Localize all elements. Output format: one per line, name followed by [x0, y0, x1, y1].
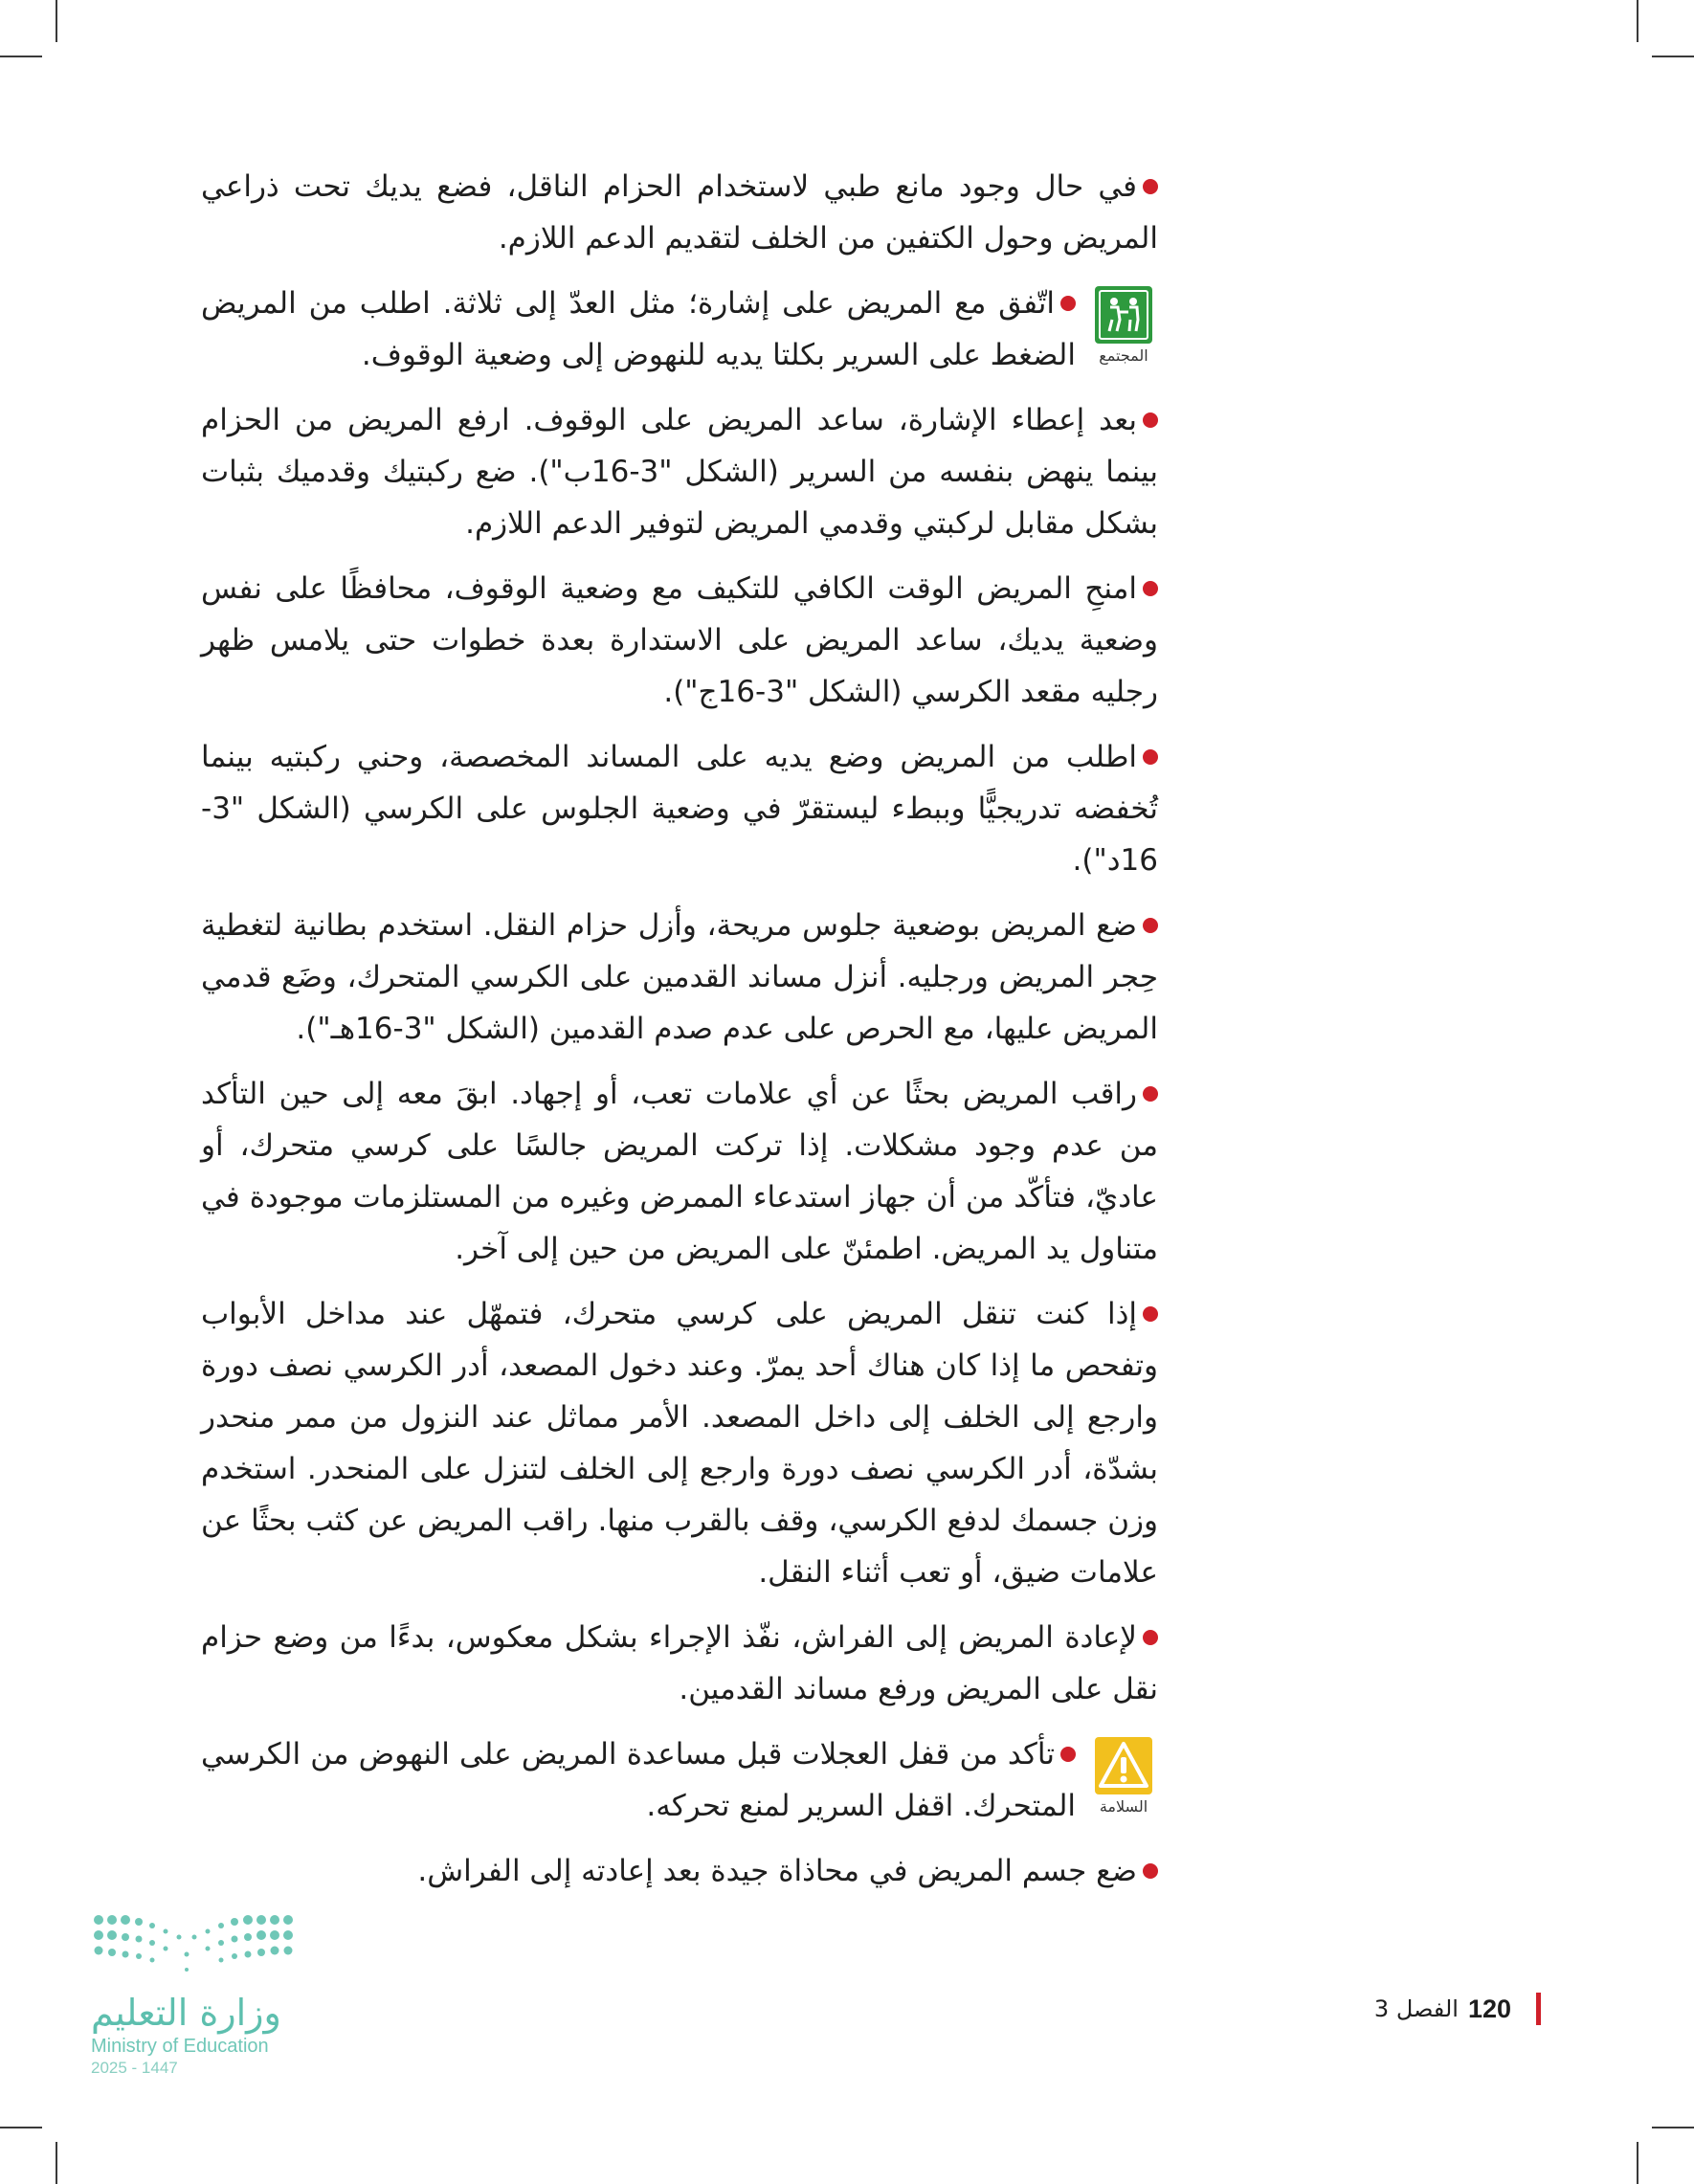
bullet-icon — [1060, 1747, 1076, 1762]
item-text: بعد إعطاء الإشارة، ساعد المريض على الوقوف. ارفع المريض من الحزام بينما ينهض بنفسه من السرير (الشكل "3-16ب"). ضع ركبتيك وقدميك بثبات بشكل مقابل لركبتي وقدمي المريض لتوفير الدعم اللازم. — [201, 403, 1158, 541]
crop-mark — [1637, 0, 1638, 42]
crop-mark — [1652, 56, 1694, 57]
community-icon — [1094, 285, 1153, 345]
safety-badge — [1089, 1736, 1158, 1818]
ministry-logo — [91, 1912, 321, 2079]
list-item — [201, 161, 1158, 264]
item-text: امنحِ المريض الوقت الكافي للتكيف مع وضعية الوقوف، محافظًا على نفس وضعية يديك، ساعد المريض على الاستدارة بعدة خطوات حتى يلامس ظهر رجليه مقعد الكرسي (الشكل "3-16ج"). — [201, 571, 1158, 709]
crop-mark — [0, 2127, 42, 2128]
crop-mark — [56, 0, 57, 42]
item-text: راقب المريض بحثًا عن أي علامات تعب، أو إجهاد. ابقَ معه إلى حين التأكد من عدم وجود مشكلات. إذا تركت المريض جالسًا على كرسي متحرك، أو عاديّ، فتأكّد من أن جهاز استدعاء الممرض وغيره من المستلزمات موجودة في متناول يد المريض. اطمئنّ على المريض من حين إلى آخر. — [201, 1077, 1158, 1266]
ministry-name-english: Ministry of Education — [91, 2036, 269, 2057]
footer-divider — [1536, 1993, 1541, 2025]
bullet-icon — [1143, 1863, 1158, 1879]
list-item — [201, 394, 1158, 549]
crop-mark — [56, 2142, 57, 2184]
bullet-icon — [1143, 749, 1158, 765]
academic-year: 2025 - 1447 — [91, 2059, 178, 2077]
procedure-steps — [201, 161, 1158, 1910]
list-item — [201, 1845, 1158, 1897]
list-item — [201, 563, 1158, 718]
item-text: ضع جسم المريض في محاذاة جيدة بعد إعادته إلى الفراش. — [417, 1854, 1137, 1888]
list-item — [201, 1288, 1158, 1598]
page-footer — [1311, 1985, 1541, 2033]
bullet-icon — [1143, 1086, 1158, 1102]
ministry-dots-icon — [91, 1912, 301, 1979]
bullet-icon — [1143, 1306, 1158, 1322]
list-item — [201, 1728, 1158, 1832]
list-item — [201, 1068, 1158, 1275]
item-text: اطلب من المريض وضع يديه على المساند المخصصة، وحني ركبتيه بينما تُخفضه تدريجيًّا وببطء ليستقرّ في وضعية الجلوس على الكرسي (الشكل "3-16د"). — [201, 740, 1158, 878]
warning-icon — [1094, 1736, 1153, 1795]
item-text: إذا كنت تنقل المريض على كرسي متحرك، فتمهّل عند مداخل الأبواب وتفحص ما إذا كان هناك أحد يمرّ. وعند دخول المصعد، أدر الكرسي نصف دورة وارجع إلى الخلف إلى داخل المصعد. الأمر مماثل عند النزول من ممر منحدر بشدّة، أدر الكرسي نصف دورة وارجع إلى الخلف لتنزل على المنحدر. استخدم وزن جسمك لدفع الكرسي، وقف بالقرب منها. راقب المريض عن كثب بحثًا عن علامات ضيق، أو تعب أثناء النقل. — [201, 1297, 1158, 1590]
list-item — [201, 278, 1158, 381]
bullet-icon — [1143, 1630, 1158, 1645]
list-item — [201, 1612, 1158, 1715]
ministry-name-arabic: وزارة التعليم — [91, 1992, 281, 2034]
badge-label: السلامة — [1099, 1797, 1148, 1816]
badge-label: المجتمع — [1099, 346, 1148, 365]
item-text: اتّفق مع المريض على إشارة؛ مثل العدّ إلى ثلاثة. اطلب من المريض الضغط على السرير بكلتا يديه للنهوض إلى وضعية الوقوف. — [201, 286, 1076, 372]
bullet-icon — [1143, 412, 1158, 428]
chapter-label: الفصل 3 — [1373, 1995, 1459, 2022]
item-text: ضع المريض بوضعية جلوس مريحة، وأزل حزام النقل. استخدم بطانية لتغطية حِجر المريض ورجليه. أنزل مساند القدمين على الكرسي المتحرك، وضَع قدمي المريض عليها، مع الحرص على عدم صدم القدمين (الشكل "3-16هـ"). — [201, 908, 1158, 1046]
bullet-icon — [1143, 918, 1158, 933]
bullet-icon — [1060, 296, 1076, 311]
list-item — [201, 731, 1158, 886]
crop-mark — [1652, 2127, 1694, 2128]
list-item — [201, 900, 1158, 1055]
item-text: لإعادة المريض إلى الفراش، نفّذ الإجراء بشكل معكوس، بدءًا من وضع حزام نقل على المريض ورفع مساند القدمين. — [201, 1620, 1158, 1706]
bullet-icon — [1143, 179, 1158, 194]
bullet-icon — [1143, 581, 1158, 596]
item-text: في حال وجود مانع طبي لاستخدام الحزام الناقل، فضع يديك تحت ذراعي المريض وحول الكتفين من الخلف لتقديم الدعم اللازم. — [201, 169, 1158, 256]
page-number: 120 — [1467, 1994, 1511, 2023]
crop-mark — [1637, 2142, 1638, 2184]
item-text: تأكد من قفل العجلات قبل مساعدة المريض على النهوض من الكرسي المتحرك. اقفل السرير لمنع تحركه. — [201, 1737, 1076, 1823]
crop-mark — [0, 56, 42, 57]
community-badge — [1089, 285, 1158, 368]
